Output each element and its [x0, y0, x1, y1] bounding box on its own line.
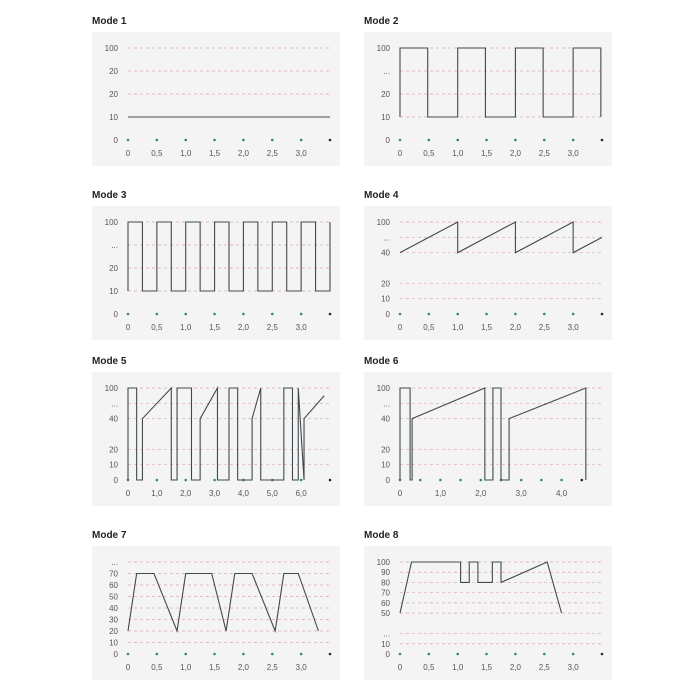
- y-tick-label: 50: [109, 592, 118, 602]
- chart-title: Mode 1: [92, 16, 127, 27]
- x-tick-label: 0: [125, 489, 131, 498]
- baseline-dot: [572, 139, 575, 142]
- chart-svg: [92, 32, 340, 166]
- baseline-dot: [399, 653, 402, 656]
- x-tick-label: 2,0: [237, 663, 249, 672]
- chart-panel: [92, 546, 340, 680]
- baseline-dot: [540, 479, 543, 482]
- baseline-dot: [242, 653, 245, 656]
- series-line: [400, 388, 586, 480]
- y-tick-label: 60: [381, 598, 390, 608]
- y-tick-label: 10: [381, 460, 390, 470]
- x-tick-label: 0: [397, 663, 403, 672]
- x-tick-label: 3,0: [567, 149, 579, 158]
- chart-title: Mode 5: [92, 356, 127, 367]
- chart-mode-5: [92, 356, 340, 508]
- x-tick-label: 2,0: [509, 663, 521, 672]
- y-tick-label: 20: [109, 90, 118, 99]
- x-tick-label: 2,0: [237, 323, 249, 332]
- baseline-dot: [514, 653, 517, 656]
- chart-title: Mode 2: [364, 16, 399, 27]
- chart-svg: [364, 372, 612, 506]
- y-tick-label: 0: [113, 310, 118, 319]
- x-tick-label: 1,0: [180, 149, 192, 158]
- x-tick-label: 1,5: [481, 323, 493, 332]
- y-tick-label: ...: [111, 399, 118, 409]
- x-tick-label: 3,0: [515, 489, 527, 498]
- baseline-dot: [329, 313, 332, 316]
- baseline-dot: [399, 313, 402, 316]
- y-tick-label: 0: [385, 650, 390, 659]
- baseline-dot: [300, 479, 303, 482]
- y-tick-label: 10: [109, 638, 118, 648]
- x-tick-label: 2,5: [266, 663, 278, 672]
- baseline-dot: [428, 139, 431, 142]
- x-tick-label: 0: [397, 149, 403, 158]
- baseline-dot: [156, 479, 159, 482]
- baseline-dot: [459, 479, 462, 482]
- baseline-dot: [439, 479, 442, 482]
- y-tick-label: 20: [109, 67, 118, 76]
- x-tick-label: 1,5: [209, 663, 221, 672]
- baseline-dot: [184, 653, 187, 656]
- x-tick-label: 2,5: [538, 323, 550, 332]
- baseline-dot: [456, 653, 459, 656]
- x-tick-label: 1,0: [434, 489, 446, 498]
- y-tick-label: 70: [381, 588, 390, 598]
- chart-svg: [364, 546, 612, 680]
- baseline-dot: [581, 479, 584, 482]
- y-tick-label: 40: [381, 248, 390, 258]
- x-tick-label: 0: [125, 663, 131, 672]
- x-tick-label: 1,5: [209, 323, 221, 332]
- baseline-dot: [520, 479, 523, 482]
- y-tick-label: ...: [111, 241, 118, 250]
- y-tick-label: 100: [104, 44, 118, 53]
- x-tick-label: 2,5: [266, 323, 278, 332]
- chart-svg: [92, 546, 340, 680]
- x-tick-label: 1,0: [452, 663, 464, 672]
- chart-mode-3: [92, 190, 340, 342]
- baseline-dot: [127, 139, 130, 142]
- chart-title: Mode 4: [364, 190, 399, 201]
- x-tick-label: 0,5: [423, 323, 435, 332]
- x-tick-label: 1,5: [481, 149, 493, 158]
- x-tick-label: 0,5: [151, 663, 163, 672]
- baseline-dot: [127, 313, 130, 316]
- x-tick-label: 3,0: [295, 323, 307, 332]
- y-tick-label: 40: [109, 604, 118, 613]
- y-tick-label: 100: [104, 218, 118, 227]
- baseline-dot: [271, 653, 274, 656]
- baseline-dot: [399, 139, 402, 142]
- baseline-dot: [213, 653, 216, 656]
- x-tick-label: 0: [397, 323, 403, 332]
- baseline-dot: [300, 313, 303, 316]
- chart-svg: [92, 372, 340, 506]
- x-tick-label: 0,5: [423, 663, 435, 672]
- baseline-dot: [543, 313, 546, 316]
- baseline-dot: [156, 139, 159, 142]
- chart-panel: [364, 546, 612, 680]
- x-tick-label: 1,0: [180, 663, 192, 672]
- y-tick-label: 90: [381, 568, 390, 578]
- baseline-dot: [271, 139, 274, 142]
- baseline-dot: [485, 139, 488, 142]
- y-tick-label: 80: [381, 578, 390, 588]
- baseline-dot: [480, 479, 483, 482]
- baseline-dot: [601, 313, 604, 316]
- baseline-dot: [300, 653, 303, 656]
- y-tick-label: 100: [376, 218, 390, 227]
- y-tick-label: ...: [383, 233, 390, 243]
- x-tick-label: 3,0: [295, 149, 307, 158]
- y-tick-label: 0: [113, 136, 118, 145]
- y-tick-label: ...: [383, 399, 390, 409]
- y-tick-label: 10: [381, 294, 390, 304]
- baseline-dot: [184, 479, 187, 482]
- x-tick-label: 4,0: [556, 489, 568, 498]
- x-tick-label: 2,0: [509, 149, 521, 158]
- chart-panel: [364, 206, 612, 340]
- baseline-dot: [156, 653, 159, 656]
- baseline-dot: [485, 653, 488, 656]
- x-tick-label: 3,0: [295, 663, 307, 672]
- baseline-dot: [184, 139, 187, 142]
- baseline-dot: [213, 479, 216, 482]
- baseline-dot: [456, 313, 459, 316]
- x-tick-label: 0,5: [423, 149, 435, 158]
- y-tick-label: 0: [113, 476, 118, 485]
- chart-title: Mode 3: [92, 190, 127, 201]
- baseline-dot: [242, 313, 245, 316]
- y-tick-label: 0: [113, 650, 118, 659]
- y-tick-label: 20: [381, 445, 390, 455]
- x-tick-label: 0,5: [151, 149, 163, 158]
- baseline-dot: [156, 313, 159, 316]
- x-tick-label: 2,0: [509, 323, 521, 332]
- y-tick-label: 10: [109, 113, 118, 122]
- series-line: [128, 574, 318, 632]
- baseline-dot: [329, 653, 332, 656]
- y-tick-label: 100: [376, 558, 390, 567]
- y-tick-label: 40: [109, 414, 118, 424]
- y-tick-label: 10: [381, 113, 390, 122]
- baseline-dot: [560, 479, 563, 482]
- y-tick-label: 0: [385, 136, 390, 145]
- baseline-dot: [601, 139, 604, 142]
- x-tick-label: 1,0: [180, 323, 192, 332]
- chart-panel: [92, 32, 340, 166]
- y-tick-label: 10: [109, 287, 118, 296]
- chart-panel: [92, 372, 340, 506]
- y-tick-label: 100: [376, 384, 390, 393]
- baseline-dot: [213, 313, 216, 316]
- x-tick-label: 2,0: [475, 489, 487, 498]
- x-tick-label: 0,5: [151, 323, 163, 332]
- y-tick-label: ...: [383, 67, 390, 76]
- baseline-dot: [300, 139, 303, 142]
- y-tick-label: 20: [381, 90, 390, 99]
- x-tick-label: 5,0: [266, 489, 278, 498]
- baseline-dot: [242, 139, 245, 142]
- baseline-dot: [456, 139, 459, 142]
- x-tick-label: 1,0: [452, 323, 464, 332]
- y-tick-label: 20: [109, 445, 118, 455]
- x-tick-label: 1,5: [209, 149, 221, 158]
- baseline-dot: [485, 313, 488, 316]
- baseline-dot: [271, 313, 274, 316]
- baseline-dot: [514, 139, 517, 142]
- y-tick-label: 100: [376, 44, 390, 53]
- chart-mode-7: [92, 530, 340, 682]
- series-line: [400, 48, 601, 117]
- x-tick-label: 1,5: [481, 663, 493, 672]
- baseline-dot: [601, 653, 604, 656]
- y-tick-label: 0: [385, 310, 390, 319]
- y-tick-label: 10: [381, 639, 390, 649]
- x-tick-label: 2,5: [266, 149, 278, 158]
- y-tick-label: 30: [109, 615, 118, 625]
- chart-svg: [92, 206, 340, 340]
- x-tick-label: 0: [125, 149, 131, 158]
- chart-mode-1: [92, 16, 340, 168]
- chart-mode-4: [364, 190, 612, 342]
- x-tick-label: 2,0: [180, 489, 192, 498]
- baseline-dot: [213, 139, 216, 142]
- y-tick-label: 20: [381, 279, 390, 289]
- chart-panel: [92, 206, 340, 340]
- x-tick-label: 6,0: [295, 489, 307, 498]
- x-tick-label: 2,5: [538, 663, 550, 672]
- chart-title: Mode 6: [364, 356, 399, 367]
- x-tick-label: 3,0: [567, 323, 579, 332]
- series-line: [128, 388, 324, 480]
- chart-title: Mode 7: [92, 530, 127, 541]
- series-line: [128, 222, 330, 291]
- y-tick-label: 100: [104, 384, 118, 393]
- baseline-dot: [572, 653, 575, 656]
- y-tick-label: 40: [381, 414, 390, 424]
- y-tick-label: 60: [109, 581, 118, 590]
- x-tick-label: 3,0: [209, 489, 221, 498]
- y-tick-label: 70: [109, 569, 118, 579]
- baseline-dot: [543, 139, 546, 142]
- baseline-dot: [514, 313, 517, 316]
- y-tick-label: ...: [111, 558, 118, 567]
- x-tick-label: 2,0: [237, 149, 249, 158]
- x-tick-label: 1,0: [151, 489, 163, 498]
- baseline-dot: [127, 653, 130, 656]
- chart-panel: [364, 32, 612, 166]
- y-tick-label: ...: [383, 629, 390, 639]
- y-tick-label: 10: [109, 460, 118, 470]
- x-tick-label: 0: [397, 489, 403, 498]
- baseline-dot: [329, 139, 332, 142]
- baseline-dot: [428, 313, 431, 316]
- x-tick-label: 0: [125, 323, 131, 332]
- y-tick-label: 20: [109, 627, 118, 636]
- x-tick-label: 1,0: [452, 149, 464, 158]
- x-tick-label: 2,5: [538, 149, 550, 158]
- chart-mode-2: [364, 16, 612, 168]
- y-tick-label: 50: [381, 609, 390, 619]
- y-tick-label: 0: [385, 476, 390, 485]
- x-tick-label: 4,0: [237, 489, 249, 498]
- y-tick-label: 20: [109, 264, 118, 273]
- baseline-dot: [543, 653, 546, 656]
- baseline-dot: [419, 479, 422, 482]
- chart-svg: [364, 206, 612, 340]
- baseline-dot: [428, 653, 431, 656]
- chart-panel: [364, 372, 612, 506]
- series-line: [400, 562, 562, 613]
- baseline-dot: [184, 313, 187, 316]
- chart-mode-8: [364, 530, 612, 682]
- chart-title: Mode 8: [364, 530, 399, 541]
- baseline-dot: [572, 313, 575, 316]
- chart-svg: [364, 32, 612, 166]
- chart-mode-6: [364, 356, 612, 508]
- x-tick-label: 3,0: [567, 663, 579, 672]
- baseline-dot: [329, 479, 332, 482]
